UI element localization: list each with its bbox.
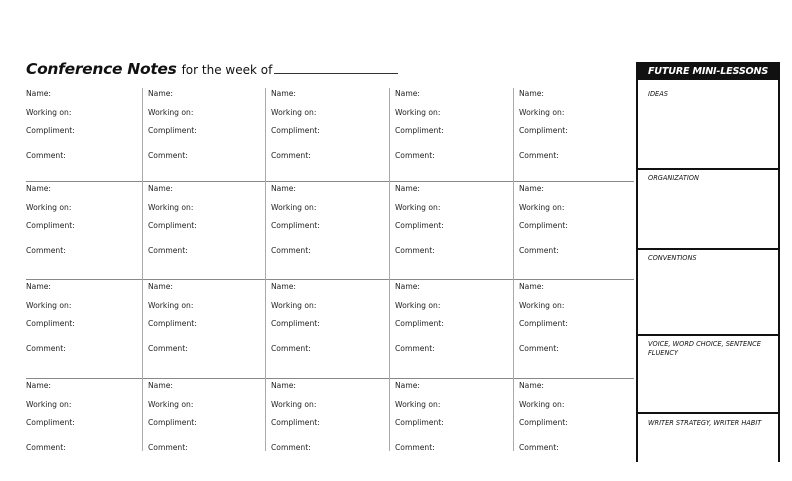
compliment-field: Compliment: xyxy=(519,126,568,135)
name-field: Name: xyxy=(148,184,173,193)
conference-note-cell[interactable] xyxy=(148,282,268,382)
section-label: CONVENTIONS xyxy=(648,254,697,262)
working-on-field: Working on: xyxy=(26,400,72,409)
name-field: Name: xyxy=(271,184,296,193)
comment-field: Comment: xyxy=(519,443,559,452)
conference-note-cell[interactable] xyxy=(148,89,268,189)
name-field: Name: xyxy=(271,282,296,291)
conference-note-cell[interactable] xyxy=(271,184,391,284)
compliment-field: Compliment: xyxy=(519,418,568,427)
conference-note-cell[interactable] xyxy=(271,282,391,382)
section-label: ORGANIZATION xyxy=(648,174,699,182)
compliment-field: Compliment: xyxy=(148,221,197,230)
compliment-field: Compliment: xyxy=(395,126,444,135)
comment-field: Comment: xyxy=(271,246,311,255)
comment-field: Comment: xyxy=(519,246,559,255)
section-organization[interactable] xyxy=(638,170,778,248)
name-field: Name: xyxy=(395,282,420,291)
compliment-field: Compliment: xyxy=(395,319,444,328)
compliment-field: Compliment: xyxy=(271,126,320,135)
comment-field: Comment: xyxy=(26,246,66,255)
name-field: Name: xyxy=(26,184,51,193)
compliment-field: Compliment: xyxy=(271,319,320,328)
working-on-field: Working on: xyxy=(148,203,194,212)
compliment-field: Compliment: xyxy=(26,418,75,427)
comment-field: Comment: xyxy=(519,344,559,353)
name-field: Name: xyxy=(519,184,544,193)
future-mini-lessons-panel xyxy=(636,62,780,462)
conference-note-cell[interactable] xyxy=(519,89,639,189)
name-field: Name: xyxy=(395,184,420,193)
comment-field: Comment: xyxy=(395,151,435,160)
compliment-field: Compliment: xyxy=(395,418,444,427)
working-on-field: Working on: xyxy=(26,203,72,212)
comment-field: Comment: xyxy=(148,246,188,255)
working-on-field: Working on: xyxy=(271,400,317,409)
title-subtitle: for the week of xyxy=(181,63,273,77)
working-on-field: Working on: xyxy=(519,108,565,117)
compliment-field: Compliment: xyxy=(519,221,568,230)
working-on-field: Working on: xyxy=(148,301,194,310)
working-on-field: Working on: xyxy=(271,108,317,117)
working-on-field: Working on: xyxy=(148,400,194,409)
conference-note-cell[interactable] xyxy=(26,184,146,284)
name-field: Name: xyxy=(148,381,173,390)
section-label: VOICE, WORD CHOICE, SENTENCE FLUENCY xyxy=(648,340,761,357)
working-on-field: Working on: xyxy=(519,301,565,310)
working-on-field: Working on: xyxy=(148,108,194,117)
comment-field: Comment: xyxy=(395,246,435,255)
conference-note-cell[interactable] xyxy=(395,89,515,189)
working-on-field: Working on: xyxy=(271,301,317,310)
name-field: Name: xyxy=(519,282,544,291)
working-on-field: Working on: xyxy=(26,108,72,117)
working-on-field: Working on: xyxy=(395,301,441,310)
working-on-field: Working on: xyxy=(395,203,441,212)
section-writer-strategy[interactable] xyxy=(638,414,778,454)
working-on-field: Working on: xyxy=(395,400,441,409)
conference-note-cell[interactable] xyxy=(519,381,639,481)
conference-note-cell[interactable] xyxy=(26,89,146,189)
name-field: Name: xyxy=(519,89,544,98)
section-voice-word-choice[interactable] xyxy=(638,336,778,412)
name-field: Name: xyxy=(519,381,544,390)
comment-field: Comment: xyxy=(271,443,311,452)
comment-field: Comment: xyxy=(271,344,311,353)
name-field: Name: xyxy=(148,282,173,291)
section-label: WRITER STRATEGY, WRITER HABIT xyxy=(648,419,762,427)
name-field: Name: xyxy=(26,89,51,98)
comment-field: Comment: xyxy=(26,443,66,452)
sidebar-title: FUTURE MINI-LESSONS xyxy=(638,62,778,80)
working-on-field: Working on: xyxy=(519,400,565,409)
name-field: Name: xyxy=(26,282,51,291)
title-main: Conference Notes xyxy=(26,60,177,78)
name-field: Name: xyxy=(395,381,420,390)
working-on-field: Working on: xyxy=(395,108,441,117)
comment-field: Comment: xyxy=(148,151,188,160)
conference-note-cell[interactable] xyxy=(519,184,639,284)
compliment-field: Compliment: xyxy=(148,418,197,427)
compliment-field: Compliment: xyxy=(148,319,197,328)
compliment-field: Compliment: xyxy=(26,126,75,135)
conference-note-cell[interactable] xyxy=(395,381,515,481)
working-on-field: Working on: xyxy=(271,203,317,212)
comment-field: Comment: xyxy=(26,344,66,353)
compliment-field: Compliment: xyxy=(395,221,444,230)
comment-field: Comment: xyxy=(519,151,559,160)
working-on-field: Working on: xyxy=(26,301,72,310)
compliment-field: Compliment: xyxy=(519,319,568,328)
working-on-field: Working on: xyxy=(519,203,565,212)
comment-field: Comment: xyxy=(395,344,435,353)
section-conventions[interactable] xyxy=(638,250,778,334)
compliment-field: Compliment: xyxy=(271,418,320,427)
name-field: Name: xyxy=(395,89,420,98)
conference-note-cell[interactable] xyxy=(395,184,515,284)
conference-note-cell[interactable] xyxy=(271,381,391,481)
compliment-field: Compliment: xyxy=(26,221,75,230)
comment-field: Comment: xyxy=(148,443,188,452)
conference-note-cell[interactable] xyxy=(26,282,146,382)
comment-field: Comment: xyxy=(148,344,188,353)
section-ideas[interactable] xyxy=(638,80,778,170)
section-label: IDEAS xyxy=(648,90,668,98)
compliment-field: Compliment: xyxy=(26,319,75,328)
compliment-field: Compliment: xyxy=(271,221,320,230)
comment-field: Comment: xyxy=(395,443,435,452)
name-field: Name: xyxy=(26,381,51,390)
conference-note-cell[interactable] xyxy=(26,381,146,481)
name-field: Name: xyxy=(271,381,296,390)
comment-field: Comment: xyxy=(26,151,66,160)
conference-note-cell[interactable] xyxy=(148,184,268,284)
conference-note-cell[interactable] xyxy=(271,89,391,189)
conference-note-cell[interactable] xyxy=(519,282,639,382)
conference-note-cell[interactable] xyxy=(148,381,268,481)
comment-field: Comment: xyxy=(271,151,311,160)
name-field: Name: xyxy=(148,89,173,98)
name-field: Name: xyxy=(271,89,296,98)
compliment-field: Compliment: xyxy=(148,126,197,135)
conference-note-cell[interactable] xyxy=(395,282,515,382)
